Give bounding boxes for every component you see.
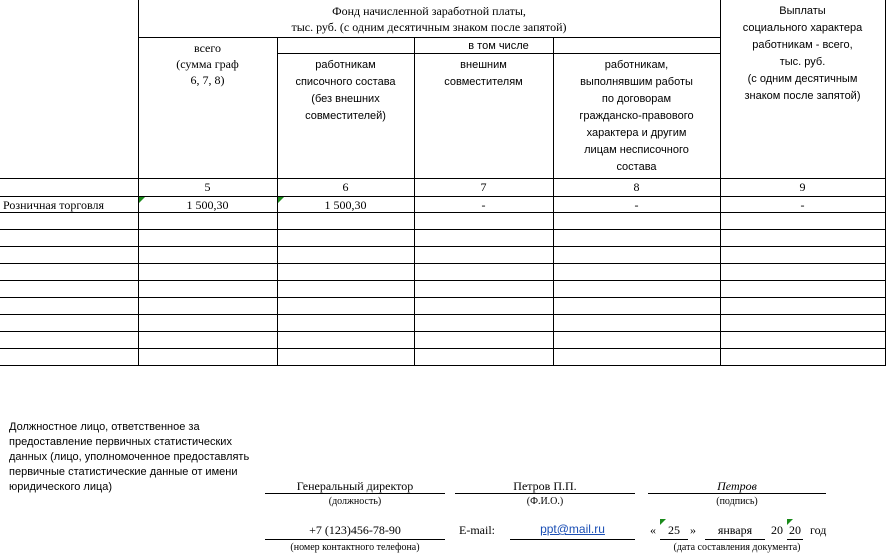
phone-value[interactable]: +7 (123)456-78-90 xyxy=(309,523,401,537)
email-value[interactable] xyxy=(510,521,635,537)
responsible-person-text xyxy=(9,420,274,495)
col6-line: списочного состава xyxy=(295,76,396,88)
fund-subtitle: тыс. руб. (с одним десятичным знаком после запятой) xyxy=(291,20,567,34)
date-year-word: год xyxy=(810,523,827,537)
grid-line xyxy=(885,0,886,366)
col6-line: совместителей) xyxy=(305,110,386,122)
col9-line: (с одним десятичным xyxy=(747,73,858,85)
fund-header xyxy=(138,3,720,35)
grid-line xyxy=(0,246,886,247)
email-label: E-mail: xyxy=(459,523,495,537)
cell-c5[interactable]: 1 500,30 xyxy=(186,198,229,212)
date-month-underline xyxy=(705,539,765,540)
grid-line xyxy=(0,331,886,332)
col8-line: гражданско-правового xyxy=(579,110,694,122)
col5-header xyxy=(138,40,277,88)
responsible-line: юридического лица) xyxy=(9,481,113,493)
col8-line: состава xyxy=(616,161,657,173)
col9-line: Выплаты xyxy=(779,5,826,17)
email-underline xyxy=(510,539,635,540)
phone-caption: (номер контактного телефона) xyxy=(290,542,420,553)
col9-line: работникам - всего, xyxy=(752,39,853,51)
date-caption: (дата составления документа) xyxy=(673,542,801,553)
responsible-line: первичные статистические данные от имени xyxy=(9,466,238,478)
fund-title: Фонд начисленной заработной платы, xyxy=(332,4,526,18)
signature-underline xyxy=(648,493,826,494)
cell-c6[interactable]: 1 500,30 xyxy=(324,198,367,212)
col6-line: работникам xyxy=(315,59,376,71)
col5-line: (сумма граф xyxy=(176,57,239,71)
grid-line xyxy=(0,348,886,349)
grid-line xyxy=(0,280,886,281)
date-year-prefix: 20 xyxy=(771,523,783,537)
signature-caption: (подпись) xyxy=(716,496,758,507)
cell-c7[interactable]: - xyxy=(481,198,486,212)
col9-line: социального характера xyxy=(742,22,863,34)
cell-c9[interactable]: - xyxy=(800,198,805,212)
date-day-underline xyxy=(660,539,688,540)
date-month[interactable]: января xyxy=(717,523,753,537)
responsible-line: предоставление первичных статистических xyxy=(9,436,232,448)
col9-line: знаком после запятой) xyxy=(744,90,861,102)
col8-line: характера и другим xyxy=(586,127,687,139)
position-underline xyxy=(265,493,445,494)
date-day[interactable]: 25 xyxy=(668,523,680,537)
grid-line xyxy=(0,229,886,230)
name-value[interactable]: Петров П.П. xyxy=(513,479,577,493)
date-close-quote: » xyxy=(690,523,696,537)
col8-header xyxy=(553,57,720,176)
col8-line: работникам, xyxy=(604,59,669,71)
name-underline xyxy=(455,493,635,494)
col8-line: по договорам xyxy=(601,93,672,105)
date-year-underline xyxy=(787,539,803,540)
including-header: в том числе xyxy=(468,40,529,52)
col6-line: (без внешних xyxy=(311,93,380,105)
col7-line: совместителям xyxy=(444,76,523,88)
col7-header xyxy=(414,57,553,91)
col8-line: лицам несписочного xyxy=(584,144,689,156)
col5-line: всего xyxy=(193,41,222,55)
col5-line: 6, 7, 8) xyxy=(190,73,225,87)
grid-line xyxy=(0,365,886,366)
col9-header xyxy=(720,3,885,105)
email-link[interactable]: ppt@mail.ru xyxy=(540,522,605,536)
position-value[interactable]: Генеральный директор xyxy=(296,479,414,493)
col6-header xyxy=(277,57,414,125)
grid-line xyxy=(0,263,886,264)
date-open-quote: « xyxy=(650,523,656,537)
grid-line xyxy=(0,297,886,298)
responsible-line: Должностное лицо, ответственное за xyxy=(9,421,200,433)
phone-underline xyxy=(265,539,445,540)
col9-line: тыс. руб. xyxy=(779,56,826,68)
col7-line: внешним xyxy=(460,59,507,71)
date-year-suffix[interactable]: 20 xyxy=(789,523,801,537)
responsible-line: данных (лицо, уполномоченное предоставлять xyxy=(9,451,250,463)
col-number: 5 xyxy=(204,180,211,194)
col-number: 6 xyxy=(342,180,349,194)
name-caption: (Ф.И.О.) xyxy=(526,496,564,507)
col-number: 7 xyxy=(480,180,487,194)
grid-line xyxy=(0,314,886,315)
row-label: Розничная торговля xyxy=(3,198,104,212)
col-number: 9 xyxy=(799,180,806,194)
col-number: 8 xyxy=(633,180,640,194)
position-caption: (должность) xyxy=(328,496,382,507)
col8-line: выполнявшим работы xyxy=(580,76,693,88)
signature-value[interactable]: Петров xyxy=(717,479,757,493)
cell-c8[interactable]: - xyxy=(634,198,639,212)
